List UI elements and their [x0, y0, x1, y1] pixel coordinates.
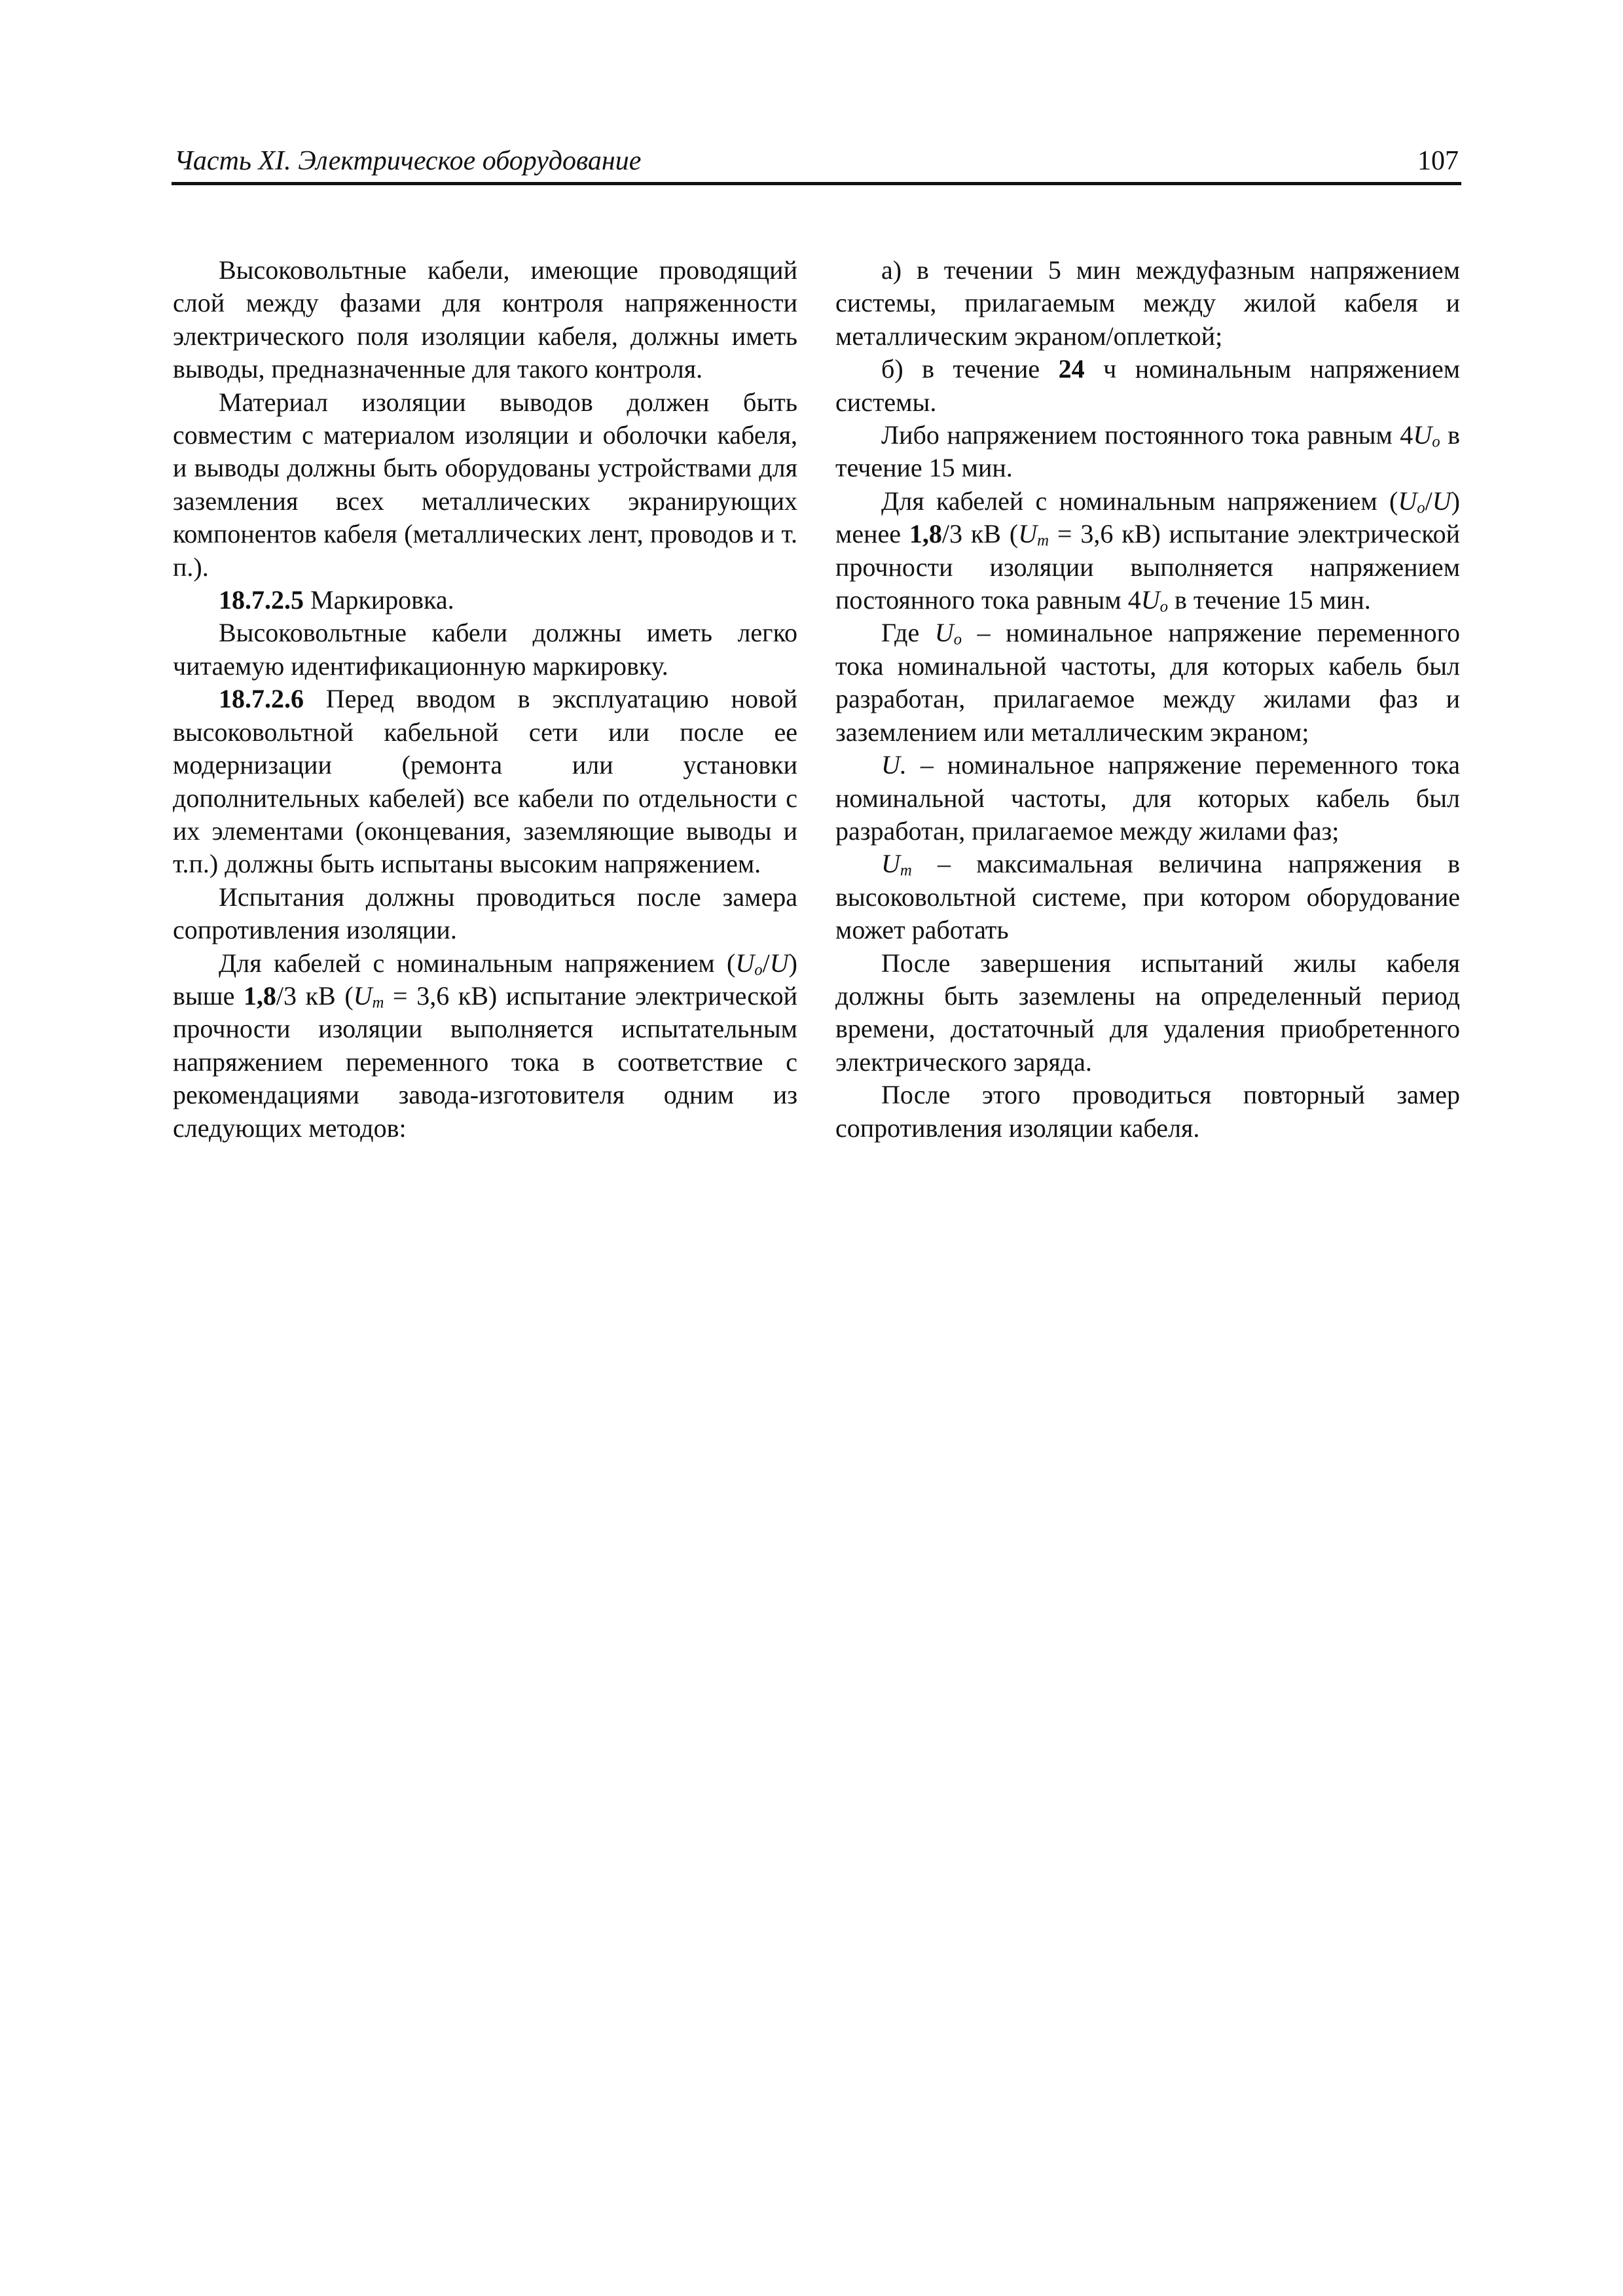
formula-um — [1018, 519, 1049, 548]
value: 1,8 — [243, 980, 276, 1011]
paragraph-ac-test-above — [173, 947, 797, 1145]
text-run: / — [762, 948, 770, 978]
paragraph-hv-cable-outputs: Высоковольтные кабели, имеющие проводящий слой между фазами для контроля напряженности электрического поля изоляции кабеля, должны иметь выводы, предназначенные для такого контроля. — [173, 255, 797, 384]
text-run: = 3,6 кВ) испытание электрической прочности изоляции выполняется испытательным напряжением переменного тока в соответствие с рекомендациями завода-изготовителя одним из следующих методов: — [173, 980, 797, 1143]
section-text: Перед вводом в эксплуатацию новой высоковольтной кабельной сети или после ее модернизации (ремонта или установки дополнительных кабелей) все кабели по отдельности с их элементами (оконцевания, заземляющие выводы и т.п.) должны быть испытаны высоким напряжением. — [173, 684, 797, 879]
paragraph-grounding-after-test: После завершения испытаний жилы кабеля должны быть заземлены на определенный период времени, достаточный для удаления приобретенного электрического заряда. — [835, 948, 1460, 1077]
paragraph-insulation-material: Материал изоляции выводов должен быть совместим с материалом изоляции и оболочки кабеля, и выводы должны быть оборудованы устройствами для заземления всех металлических экранирующих компонентов кабеля (металлических лент, проводов и т. п.). — [173, 387, 797, 582]
section-18-7-2-5 — [173, 584, 797, 617]
subscript: m — [1037, 531, 1049, 550]
formula-um — [354, 981, 384, 1011]
paragraph-test-after-insulation: Испытания должны проводиться после замера сопротивления изоляции. — [173, 882, 797, 945]
paragraph-method-a: а) в течении 5 мин междуфазным напряжением системы, прилагаемым между жилой кабеля и металлическим экраном/оплеткой; — [835, 255, 1460, 351]
text-run: в течение 15 мин. — [835, 420, 1460, 483]
value: 1,8 — [909, 519, 942, 549]
definition-um — [835, 848, 1460, 946]
page-header — [172, 143, 1461, 185]
variable: U — [1432, 486, 1451, 516]
subscript: m — [372, 994, 384, 1012]
paragraph-dc-alternative — [835, 419, 1460, 485]
variable: U — [353, 980, 373, 1011]
variable: U — [1413, 420, 1432, 450]
section-number: 18.7.2.5 — [219, 585, 304, 615]
right-column — [835, 254, 1460, 1145]
variable: U — [1018, 519, 1038, 549]
variable: U — [934, 618, 954, 648]
subscript: o — [1159, 598, 1169, 616]
text-run: /3 кВ ( — [276, 980, 354, 1011]
left-column — [173, 254, 797, 1145]
text-run: – номинальное напряжение переменного тока номинальной частоты, для которых кабель был разработан, прилагаемое между жилами фаз и заземлением или металлическим экраном; — [835, 618, 1460, 747]
value: 24 — [1058, 354, 1085, 384]
variable: U — [735, 948, 755, 978]
formula-uo-u — [1398, 486, 1451, 516]
subscript: o — [1417, 499, 1425, 517]
subscript: o — [953, 630, 962, 649]
text-run: / — [1425, 486, 1432, 516]
paragraph-marking: Высоковольтные кабели должны иметь легко читаемую идентификационную маркировку. — [173, 618, 797, 681]
formula-uo-u — [735, 948, 788, 978]
definition-uo — [835, 617, 1460, 749]
text-run: ч номинальным напряжением системы. — [835, 354, 1461, 417]
text-run: ) менее — [835, 486, 1460, 549]
variable: U. — [881, 750, 907, 780]
text-run: = 3,6 кВ) испытание электрической прочности изоляции выполняется напряжением постоянного тока равным 4 — [835, 519, 1461, 615]
text-run: Либо напряжением постоянного тока равным 4 — [881, 420, 1413, 450]
subscript: o — [1432, 433, 1440, 451]
variable: U — [769, 948, 789, 978]
paragraph-repeat-measurement: После этого проводиться повторный замер сопротивления изоляции кабеля. — [835, 1080, 1460, 1143]
section-heading: Маркировка. — [304, 585, 454, 615]
paragraph-dc-test-below — [835, 485, 1460, 617]
text-run: Для кабелей с номинальным напряжением ( — [219, 948, 736, 978]
text-run: в течение 15 мин. — [1168, 585, 1371, 615]
text-run: /3 кВ ( — [941, 519, 1019, 549]
section-number: 18.7.2.6 — [219, 684, 304, 714]
variable: U — [1140, 585, 1160, 615]
section-18-7-2-6 — [173, 683, 797, 880]
paragraph-method-b — [835, 353, 1460, 419]
page-number: 107 — [1417, 146, 1459, 176]
text-run: – номинальное напряжение переменного тока номинальной частоты, для которых кабель был разработан, прилагаемое между жилами фаз; — [835, 750, 1460, 846]
text-run: Где — [881, 618, 935, 648]
text-run: Для кабелей с номинальным напряжением ( — [881, 486, 1398, 516]
subscript: o — [754, 960, 763, 978]
subscript: m — [900, 861, 912, 880]
variable: U — [1398, 486, 1417, 516]
text-run: – максимальная величина напряжения в высоковольтной системе, при котором оборудование может работать — [835, 849, 1460, 945]
text-run: ) выше — [173, 948, 797, 1011]
variable: U — [881, 849, 900, 879]
definition-u — [835, 749, 1460, 848]
text-run: б) в течение — [881, 354, 1059, 384]
section-title: Часть XI. Электрическое оборудование — [174, 146, 642, 176]
